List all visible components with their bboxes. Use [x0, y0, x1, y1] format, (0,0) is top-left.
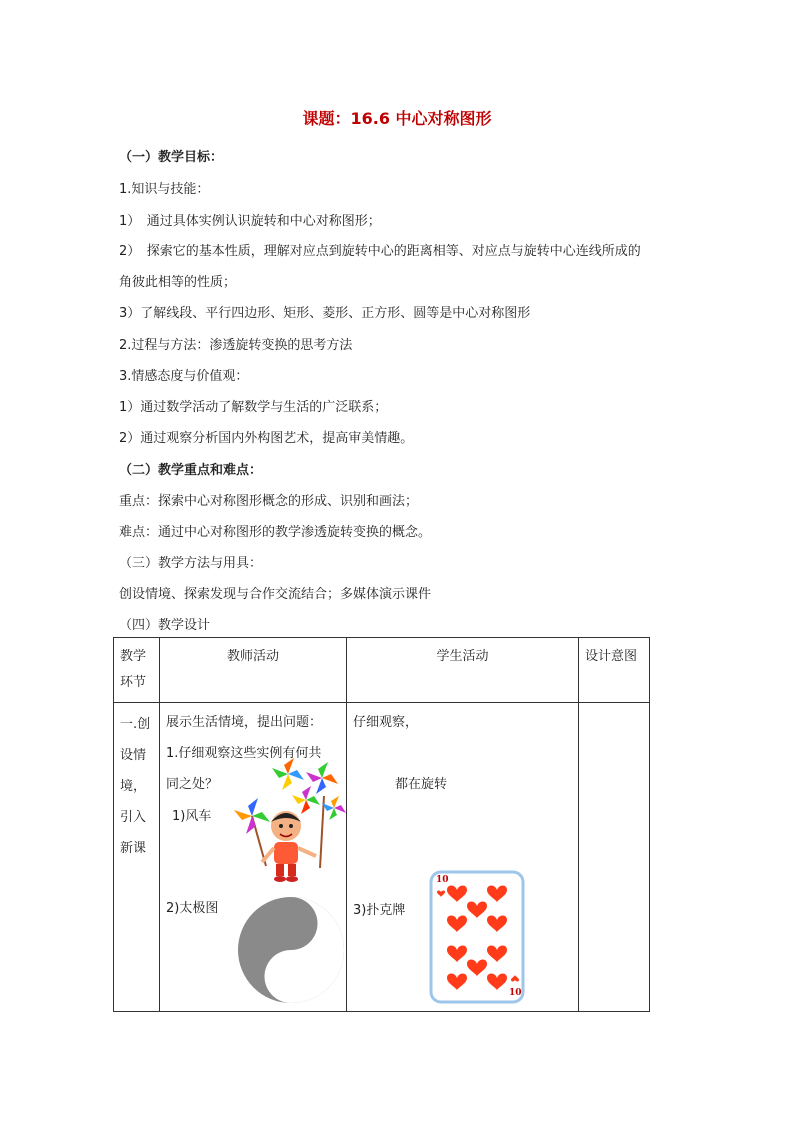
student-cell: [347, 703, 579, 1012]
header-teacher: 教师活动: [160, 638, 347, 703]
text-line: 1.知识与技能：: [119, 182, 210, 197]
item-windmill-label: 1)风车: [172, 809, 212, 824]
section-design: （四）教学设计: [119, 618, 211, 633]
text-line: 1）通过数学活动了解数学与生活的广泛联系；: [119, 400, 388, 415]
text-line: 1） 通过具体实例认识旋转和中心对称图形；: [119, 214, 381, 229]
taiji-icon: [232, 896, 350, 1004]
intent-cell: [579, 703, 650, 1012]
student-observe: 仔细观察，: [353, 715, 419, 730]
section-methods: （三）教学方法与用具：: [119, 556, 263, 571]
teacher-cell: [160, 703, 347, 1012]
header-stage-line1: 教学: [120, 649, 147, 664]
card-rank-bottom: 10: [509, 988, 522, 998]
text-line: 3）了解线段、平行四边形、矩形、菱形、正方形、圆等是中心对称图形: [119, 306, 531, 321]
section-key-points: （二）教学重点和难点：: [119, 463, 263, 478]
stage-line: 境，: [120, 779, 147, 794]
header-stage-line2: 环节: [120, 675, 147, 690]
windmill-boy-icon: [224, 756, 350, 886]
teaching-design-table: [113, 637, 650, 1012]
table-header-row: [114, 638, 650, 703]
card-rank-top: 10: [436, 875, 449, 885]
section-objectives: （一）教学目标：: [119, 150, 224, 165]
text-line: 难点：通过中心对称图形的教学渗透旋转变换的概念。: [119, 525, 432, 540]
stage-line: 一.创: [120, 717, 151, 732]
stage-line: 设情: [120, 748, 147, 763]
text-line: 2.过程与方法：渗透旋转变换的思考方法: [119, 338, 353, 353]
stage-line: 新课: [120, 841, 147, 856]
text-line: 角彼此相等的性质；: [119, 275, 237, 290]
page-title: 课题：16.6 中心对称图形: [302, 109, 492, 128]
stage-line: 引入: [120, 810, 147, 825]
header-stage: [114, 638, 160, 703]
teacher-intro: 展示生活情境，提出问题：: [166, 715, 323, 730]
poker-card: [429, 870, 525, 1004]
text-line: 2） 探索它的基本性质，理解对应点到旋转中心的距离相等、对应点与旋转中心连线所成的: [119, 244, 641, 259]
question-line2: 同之处？: [166, 777, 219, 792]
stage-cell: [114, 703, 160, 1012]
text-line: 重点：探索中心对称图形概念的形成、识别和画法；: [119, 494, 419, 509]
text-line: 创设情境、探索发现与合作交流结合；多媒体演示课件: [119, 587, 432, 602]
item-taiji-label: 2)太极图: [166, 901, 219, 916]
question-line1: 1.仔细观察这些实例有何共: [166, 746, 322, 761]
item-poker-label: 3)扑克牌: [353, 903, 406, 918]
text-line: 3.情感态度与价值观：: [119, 369, 249, 384]
poker-card-hearts-icon: [429, 870, 525, 1004]
header-student: 学生活动: [347, 638, 579, 703]
header-intent: 设计意图: [579, 638, 650, 703]
student-answer: 都在旋转: [395, 777, 448, 792]
text-line: 2）通过观察分析国内外构图艺术，提高审美情趣。: [119, 431, 414, 446]
table-row: [114, 703, 650, 1012]
